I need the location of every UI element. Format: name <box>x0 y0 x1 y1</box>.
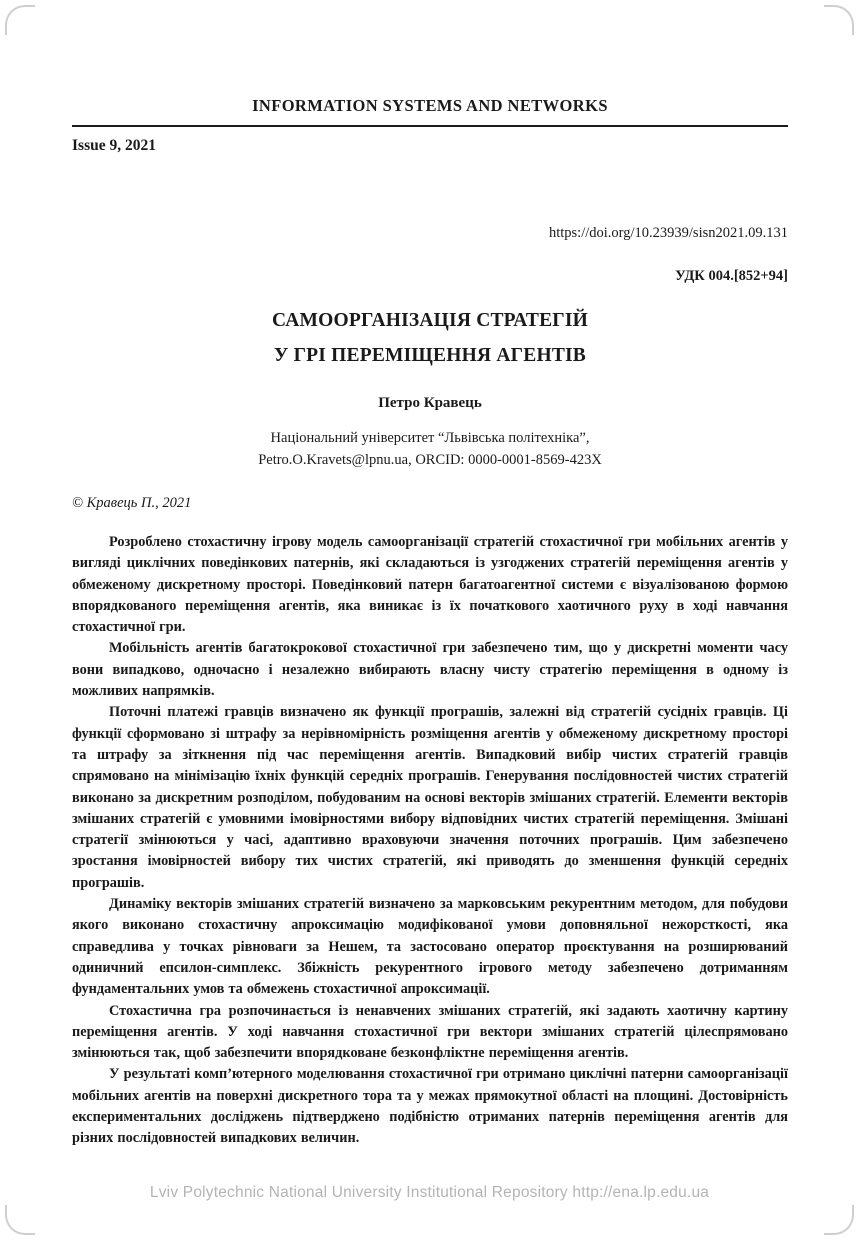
journal-header <box>72 96 788 155</box>
header-rule <box>72 125 788 127</box>
page-corner-mark <box>824 1205 854 1235</box>
abstract-paragraph: Стохастична гра розпочинається із ненавчених змішаних стратегій, які задають хаотичну картину переміщення агентів. У ході навчання стохастичної гри вектори змішаних стратегій цілеспрямовано змінюються так, щоб забезпечити впорядковане безконфліктне переміщення агентів. <box>72 1002 788 1062</box>
author-name: Петро Кравець <box>378 395 482 411</box>
copyright-notice: © Кравець П., 2021 <box>72 495 192 511</box>
journal-title: INFORMATION SYSTEMS AND NETWORKS <box>252 96 608 115</box>
abstract <box>72 532 788 1150</box>
doi-link[interactable]: https://doi.org/10.23939/sisn2021.09.131 <box>548 225 788 241</box>
affiliation-contact: Petro.O.Kravets@lpnu.ua, ORCID: 0000-0001-8569-423X <box>258 451 602 468</box>
article-title-line1: САМООРГАНІЗАЦІЯ СТРАТЕГІЙ <box>271 310 589 331</box>
affiliation-institution: Національний університет “Львівська політехніка”, <box>270 430 590 446</box>
repository-watermark: Lviv Polytechnic National University Institutional Repository http://ena.lp.edu.ua <box>149 1184 710 1201</box>
abstract-paragraph: Розроблено стохастичну ігрову модель самоорганізації стратегій стохастичної гри мобільних агентів у вигляді циклічних поведінкових патернів, які складаються із узгоджених стратегій переміщення агентів у обмеженому дискретному просторі. Поведінковий патерн багатоагентної системи є візуалізованою формою впорядкованого переміщення агентів, яка виникає із їх початкового хаотичного руху в ході навчання стохастичної гри. <box>72 534 788 636</box>
affiliation <box>72 428 788 471</box>
article-title <box>72 303 788 373</box>
page-corner-mark <box>5 5 35 35</box>
abstract-paragraph: Мобільність агентів багатокрокової стохастичної гри забезпечено тим, що у дискретні моменти часу вони випадково, одночасно і незалежно вибирають власну чисту стратегію переміщення в одному із можливих напрямків. <box>72 640 788 700</box>
abstract-paragraph: У результаті комп’ютерного моделювання стохастичної гри отримано циклічні патерни самоорганізації мобільних агентів на поверхні дискретного тора та у межах прямокутної області на площині. Достовірність експериментальних досліджень підтверджено подібністю отриманих патернів переміщення агентів для різних послідовностей випадкових величин. <box>72 1066 788 1147</box>
page-corner-mark <box>824 5 854 35</box>
udc-code: УДК 004.[852+94] <box>675 268 788 284</box>
abstract-paragraph: Поточні платежі гравців визначено як функції програшів, залежні від стратегій сусідніх гравців. Ці функції сформовано зі штрафу за нерівномірність розміщення агентів у обмеженому дискретному просторі та штрафу за зіткнення під час переміщення агентів. Випадковий вибір чистих стратегій гравців спрямовано на мінімізацію їхніх функцій середніх програшів. Генерування послідовностей чистих стратегій виконано за дискретним розподілом, побудованим на основі векторів змішаних стратегій. Елементи векторів змішаних стратегій є умовними імовірностями вибору відповідних чистих стратегій переміщення. Змішані стратегії змінюються у часі, адаптивно враховуючи значення поточних програшів. Цим забезпечено зростання імовірностей вибору тих чистих стратегій, які приводять до зменшення функцій середніх програшів. <box>72 704 788 891</box>
page-corner-mark <box>5 1205 35 1235</box>
issue-label: Issue 9, 2021 <box>72 137 156 154</box>
abstract-paragraph: Динаміку векторів змішаних стратегій визначено за марковським рекурентним методом, для побудови якого виконано стохастичну апроксимацію модифікованої умови доповняльної нежорсткості, яка справедлива у точках рівноваги за Нешем, та застосовано оператор проєктування на розширюваний одиничний епсилон-симплекс. Збіжність рекурентного ігрового методу забезпечено дотриманням фундаментальних умов та обмежень стохастичної апроксимації. <box>72 896 788 998</box>
article-title-line2: У ГРІ ПЕРЕМІЩЕННЯ АГЕНТІВ <box>273 345 587 366</box>
